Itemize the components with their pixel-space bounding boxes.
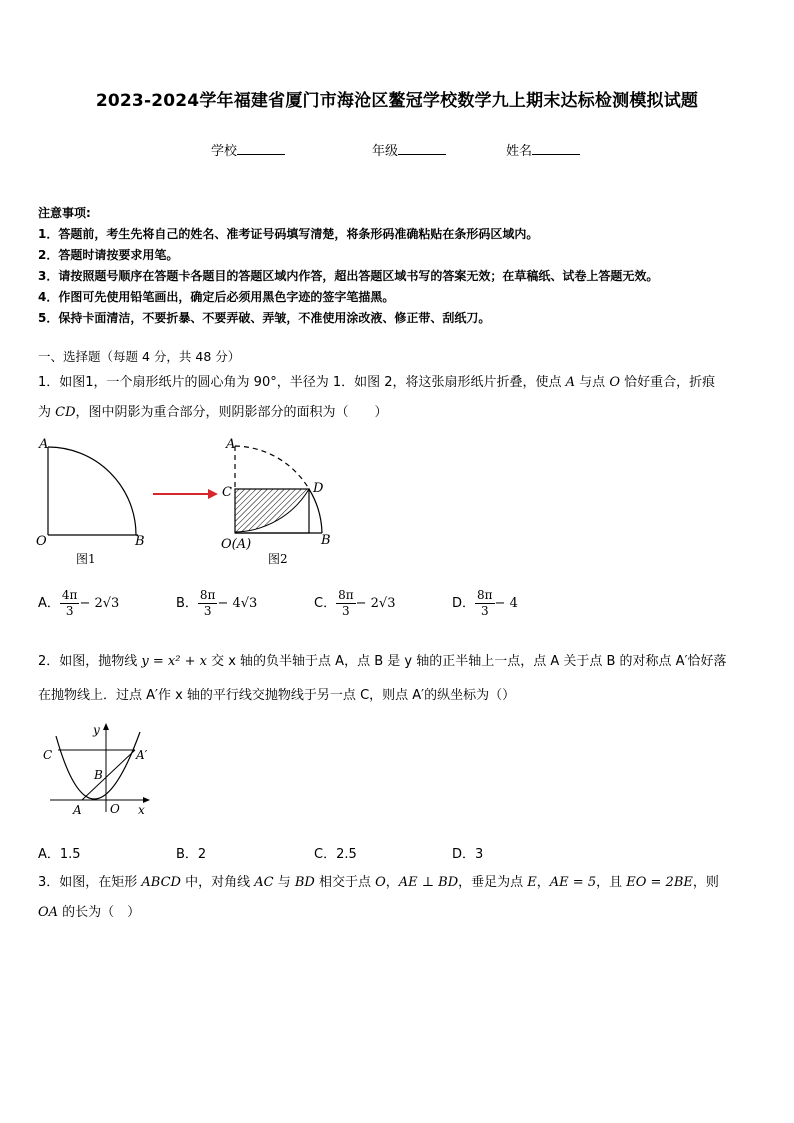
- notes-item: 4．作图可先使用铅笔画出，确定后必须用黑色字迹的签字笔描黑。: [38, 290, 395, 304]
- q2-label-a: A: [73, 803, 82, 817]
- option-denominator: 3: [203, 604, 212, 618]
- option-label: A．: [38, 596, 60, 611]
- fig1-label-a: A: [39, 437, 49, 452]
- q3-text: ，垂足为点: [458, 875, 528, 890]
- q3-bd: BD: [294, 875, 315, 890]
- fig1-label-o: O: [36, 534, 47, 549]
- q1-point-o: O: [609, 375, 620, 390]
- q2-label-a-prime: A′: [136, 748, 148, 762]
- q1-text: 为: [38, 405, 56, 420]
- option-denominator: 3: [342, 604, 350, 618]
- fig1-label-b: B: [135, 534, 145, 549]
- notes-heading: 注意事项:: [38, 206, 91, 220]
- q2-option-b[interactable]: B．2: [176, 847, 207, 862]
- notes-item: 2．答题时请按要求用笔。: [38, 248, 179, 262]
- school-field: [211, 140, 285, 159]
- name-blank[interactable]: [532, 142, 580, 155]
- option-numerator: 4π: [61, 588, 78, 602]
- q1-option-c[interactable]: [314, 588, 395, 619]
- q1-point-a: A: [565, 375, 576, 390]
- grade-field: [372, 140, 446, 159]
- q3-oa: OA: [38, 905, 59, 920]
- option-denominator: 3: [480, 604, 489, 618]
- q2-label-o: O: [110, 802, 120, 816]
- option-denominator: 3: [65, 604, 74, 618]
- fig2-label-d: D: [313, 481, 324, 496]
- option-tail: − 4: [494, 596, 518, 611]
- q1-option-b[interactable]: [176, 588, 257, 619]
- name-field: [506, 140, 580, 159]
- q3-text: ，: [536, 875, 550, 890]
- option-numerator: 8π: [199, 588, 216, 602]
- q3-perp: AE ⊥ BD: [398, 875, 459, 890]
- fig2-label-oa: O(A): [221, 537, 252, 552]
- q2-option-d[interactable]: D．3: [452, 847, 484, 862]
- question-3-text: [38, 868, 760, 928]
- q2-label-b: B: [94, 768, 103, 782]
- fig1-caption: 图1: [76, 552, 96, 566]
- q3-ae: AE = 5: [549, 875, 597, 890]
- notes-item: 1．答题前，考生先将自己的姓名、准考证号码填写清楚，将条形码准确粘贴在条形码区域内。: [38, 227, 539, 241]
- fig2-label-c: C: [222, 485, 232, 500]
- section-heading: 一、选择题（每题 4 分，共 48 分）: [38, 349, 241, 364]
- q1-text: 1．如图1，一个扇形纸片的圆心角为 90°，半径为 1．如图 2，将这张扇形纸片折叠，使点: [38, 375, 566, 390]
- notes-block: [38, 203, 658, 329]
- q2-label-c: C: [43, 748, 53, 762]
- school-label: 学校: [211, 144, 238, 159]
- fig2-label-a: A: [226, 437, 236, 452]
- fig2-label-b: B: [321, 533, 331, 548]
- q3-text: 中，对角线: [180, 875, 255, 890]
- q3-text: ，则: [692, 875, 719, 890]
- q1-text: 恰好重合，折痕: [619, 375, 716, 390]
- q1-text: ，图中阴影为重合部分，则阴影部分的面积为（ ）: [75, 405, 388, 420]
- q3-e: E: [527, 875, 537, 890]
- q2-option-a[interactable]: A．1.5: [38, 847, 81, 862]
- q3-ac: AC: [254, 875, 274, 890]
- option-label: C．: [314, 596, 337, 611]
- option-numerator: 8π: [477, 588, 493, 602]
- q1-crease-cd: CD: [55, 405, 76, 420]
- grade-blank[interactable]: [398, 142, 446, 155]
- q3-rect: ABCD: [141, 875, 181, 890]
- figure-1: [36, 437, 145, 566]
- grade-label: 年级: [372, 144, 399, 159]
- q1-option-a[interactable]: [38, 588, 119, 619]
- question-1-text: [38, 368, 760, 428]
- q2-figure: [36, 718, 156, 820]
- fig2-caption: 图2: [268, 552, 288, 566]
- q3-eo: EO = 2BE: [626, 875, 693, 890]
- option-numerator: 8π: [338, 588, 354, 602]
- q3-text: 与: [273, 875, 295, 890]
- q2-formula: y = x² + x: [141, 654, 207, 669]
- arrow-icon: [153, 489, 218, 499]
- option-tail: − 4√3: [217, 596, 258, 611]
- q1-text: 与点: [575, 375, 610, 390]
- page-title: 2023-2024学年福建省厦门市海沧区鳌冠学校数学九上期末达标检测模拟试题: [95, 91, 699, 111]
- q3-text: 相交于点: [314, 875, 376, 890]
- q1-option-d[interactable]: [452, 588, 518, 619]
- q2-text: 交 x 轴的负半轴于点 A，点 B 是 y 轴的正半轴上一点，点 A 关于点 B 的对称点 A′恰好落: [206, 654, 727, 669]
- q3-text: ，且: [596, 875, 627, 890]
- q2-text: 2．如图，抛物线: [38, 654, 142, 669]
- q3-o: O: [375, 875, 386, 890]
- q3-text: 的长为（ ）: [58, 905, 141, 920]
- option-label: B．: [176, 596, 198, 611]
- q3-text: 3．如图，在矩形: [38, 875, 142, 890]
- notes-item: 5．保持卡面清洁，不要折暴、不要弄破、弄皱，不准使用涂改液、修正带、刮纸刀。: [38, 311, 491, 325]
- school-blank[interactable]: [237, 142, 285, 155]
- option-tail: − 2√3: [355, 596, 396, 611]
- q2-option-c[interactable]: C．2.5: [314, 847, 357, 862]
- q2-label-x: x: [138, 803, 145, 817]
- option-tail: − 2√3: [79, 596, 120, 611]
- q2-text: 在抛物线上．过点 A′作 x 轴的平行线交抛物线于另一点 C，则点 A′的纵坐标为（）: [38, 688, 516, 703]
- notes-item: 3．请按照题号顺序在答题卡各题目的答题区域内作答，超出答题区域书写的答案无效；在草稿纸、试卷上答题无效。: [38, 269, 659, 283]
- question-2-text: [38, 645, 760, 713]
- name-label: 姓名: [506, 144, 533, 159]
- q2-label-y: y: [93, 723, 100, 737]
- option-label: D．: [452, 596, 476, 611]
- figure-2: [221, 437, 331, 566]
- q1-figures: [30, 432, 350, 568]
- q3-text: ，: [385, 875, 399, 890]
